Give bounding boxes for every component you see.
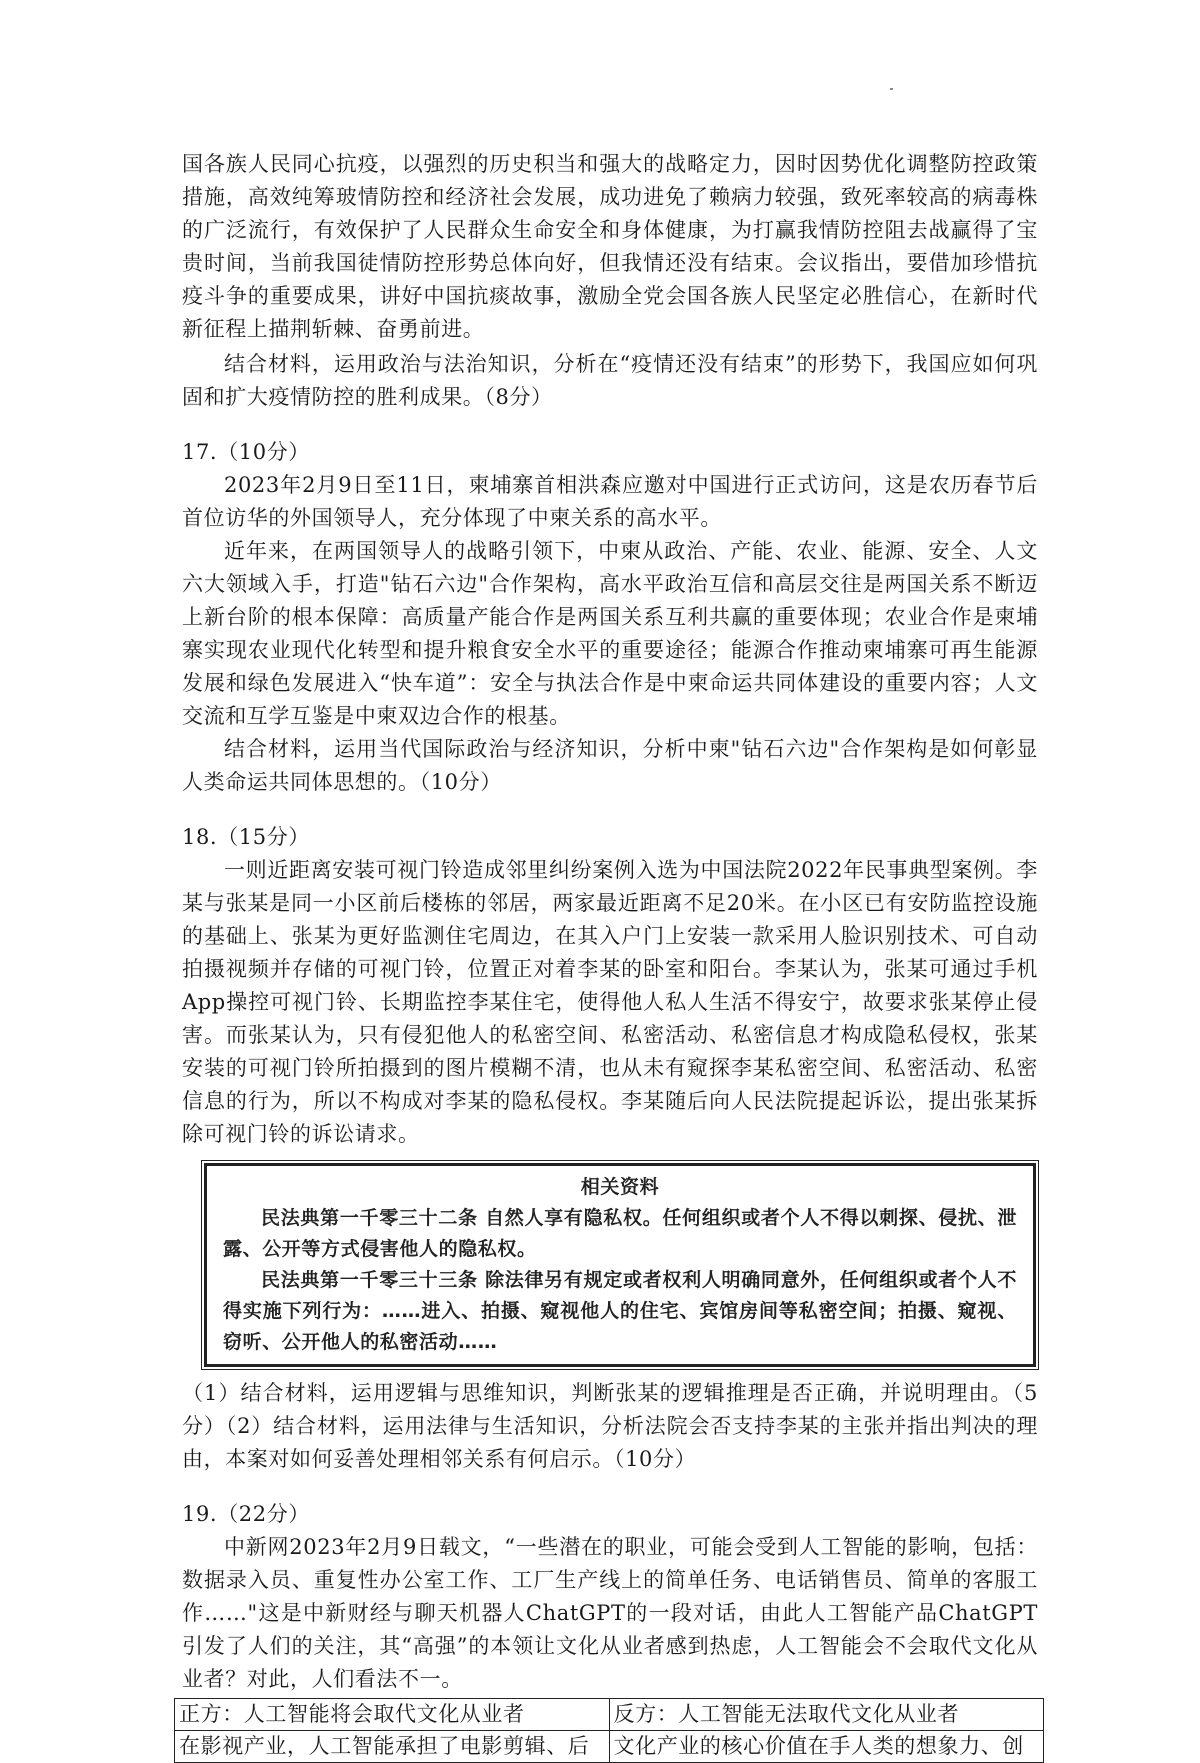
table-row — [175, 1731, 1044, 1763]
reference-material-box — [204, 1163, 1036, 1367]
question-16-tail — [182, 148, 1038, 414]
question-19 — [179, 1498, 1038, 1763]
scan-speck — [890, 88, 893, 90]
table-row — [175, 1699, 1044, 1731]
question-17 — [182, 436, 1038, 799]
q18-prompts: （1）结合材料，运用逻辑与思维知识，判断张某的逻辑推理是否正确，并说明理由。（5分）（2）结合材料，运用法律与生活知识，分析法院会否支持李某的主张并指出判决的理由，本案对如何妥善处理相邻关系有何启示。（10分） — [182, 1381, 1038, 1471]
page-content — [179, 148, 1038, 1763]
q16-prompt: 结合材料，运用政治与法治知识，分析在“疫情还没有结束”的形势下，我国应如何巩固和扩大疫情防控的胜利成果。（8分） — [182, 352, 1038, 409]
q18-header: 18.（15分） — [182, 825, 310, 849]
q17-material-2: 近年来，在两国领导人的战略引领下，中柬从政治、产能、农业、能源、安全、人文六大领域入手，打造"钻石六边"合作架构，高水平政治互信和高层交往是两国关系不断迈上新台阶的根本保障：高质量产能合作是两国关系互利共赢的重要体现；农业合作是柬埔寨实现农业现代化转型和提升粮食安全水平的重要途径；能源合作推动柬埔寨可再生能源发展和绿色发展进入“快车道”：安全与执法合作是中柬命运共同体建设的重要内容；人文交流和互学互鉴是中柬双边合作的根基。 — [182, 539, 1038, 728]
pro-side-header: 正方：人工智能将会取代文化从业者 — [175, 1699, 610, 1731]
con-side-cell: 文化产业的核心价值在手人类的想象力、创 — [609, 1731, 1044, 1763]
q17-material-1: 2023年2月9日至11日，柬埔寨首相洪森应邀对中国进行正式访问，这是农历春节后首位访华的外国领导人，充分体现了中柬关系的高水平。 — [182, 473, 1038, 530]
debate-table — [174, 1698, 1044, 1763]
q16-material: 国各族人民同心抗疫，以强烈的历史积当和强大的战略定力，因时因势优化调整防控政策措施，高效纯筹玻情防控和经济社会发展，成功进免了赖病力较强，致死率较高的病毒株的广泛流行，有效保护了人民群众生命安全和身体健康，为打赢我情防控阻去战赢得了宝贵时间，当前我国徒情防控形势总体向好，但我情还没有结束。会议指出，要借加珍惜抗疫斗争的重要成果，讲好中国抗痰故事，激励全党会国各族人民坚定必胜信心，在新时代新征程上描荆斩棘、奋勇前进。 — [182, 152, 1038, 341]
pro-side-cell: 在影视产业，人工智能承担了电影剪辑、后 — [175, 1731, 610, 1763]
q19-header: 19.（22分） — [182, 1502, 310, 1526]
question-18 — [182, 821, 1038, 1476]
con-side-header: 反方：人工智能无法取代文化从业者 — [609, 1699, 1044, 1731]
civil-code-article-1032: 民法典第一千零三十二条 自然人享有隐私权。任何组织或者个人不得以刺探、侵扰、泄露、公开等方式侵害他人的隐私权。 — [223, 1207, 1017, 1260]
q18-material: 一则近距离安装可视门铃造成邻里纠纷案例入选为中国法院2022年民事典型案例。李某与张某是同一小区前后楼栋的邻居，两家最近距离不足20米。在小区已有安防监控设施的基础上、张某为更好监测住宅周边，在其入户门上安装一款采用人脸识别技术、可自动拍摄视频并存储的可视门铃，位置正对着李某的卧室和阳台。李某认为，张某可通过手机App操控可视门铃、长期监控李某住宅，使得他人私人生活不得安宁，故要求张某停止侵害。而张某认为，只有侵犯他人的私密空间、私密活动、私密信息才构成隐私侵权，张某安装的可视门铃所拍摄到的图片模糊不清，也从未有窥探李某私密空间、私密活动、私密信息的行为，所以不构成对李某的隐私侵权。李某随后向人民法院提起诉讼，提出张某拆除可视门铃的诉讼请求。 — [182, 858, 1038, 1146]
reference-title: 相关资料 — [580, 1176, 660, 1198]
q19-material: 中新网2023年2月9日载文，“一些潜在的职业，可能会受到人工智能的影响，包括：数据录入员、重复性办公室工作、工厂生产线上的简单任务、电话销售员、简单的客服工作……"这是中新财经与聊天机器人ChatGPT的一段对话，由此人工智能产品ChatGPT引发了人们的关注，其“高强”的本领让文化从业者感到热虑，人工智能会不会取代文化从业者？对此，人们看法不一。 — [182, 1535, 1038, 1691]
q17-header: 17.（10分） — [182, 440, 310, 464]
civil-code-article-1033: 民法典第一千零三十三条 除法律另有规定或者权利人明确同意外，任何组织或者个人不得实施下列行为：……进入、拍摄、窥视他人的住宅、宾馆房间等私密空间；拍摄、窥视、窃听、公开他人的私密活动…… — [223, 1269, 1017, 1353]
q17-prompt: 结合材料，运用当代国际政治与经济知识，分析中柬"钻石六边"合作架构是如何彰显人类命运共同体思想的。（10分） — [182, 737, 1038, 794]
